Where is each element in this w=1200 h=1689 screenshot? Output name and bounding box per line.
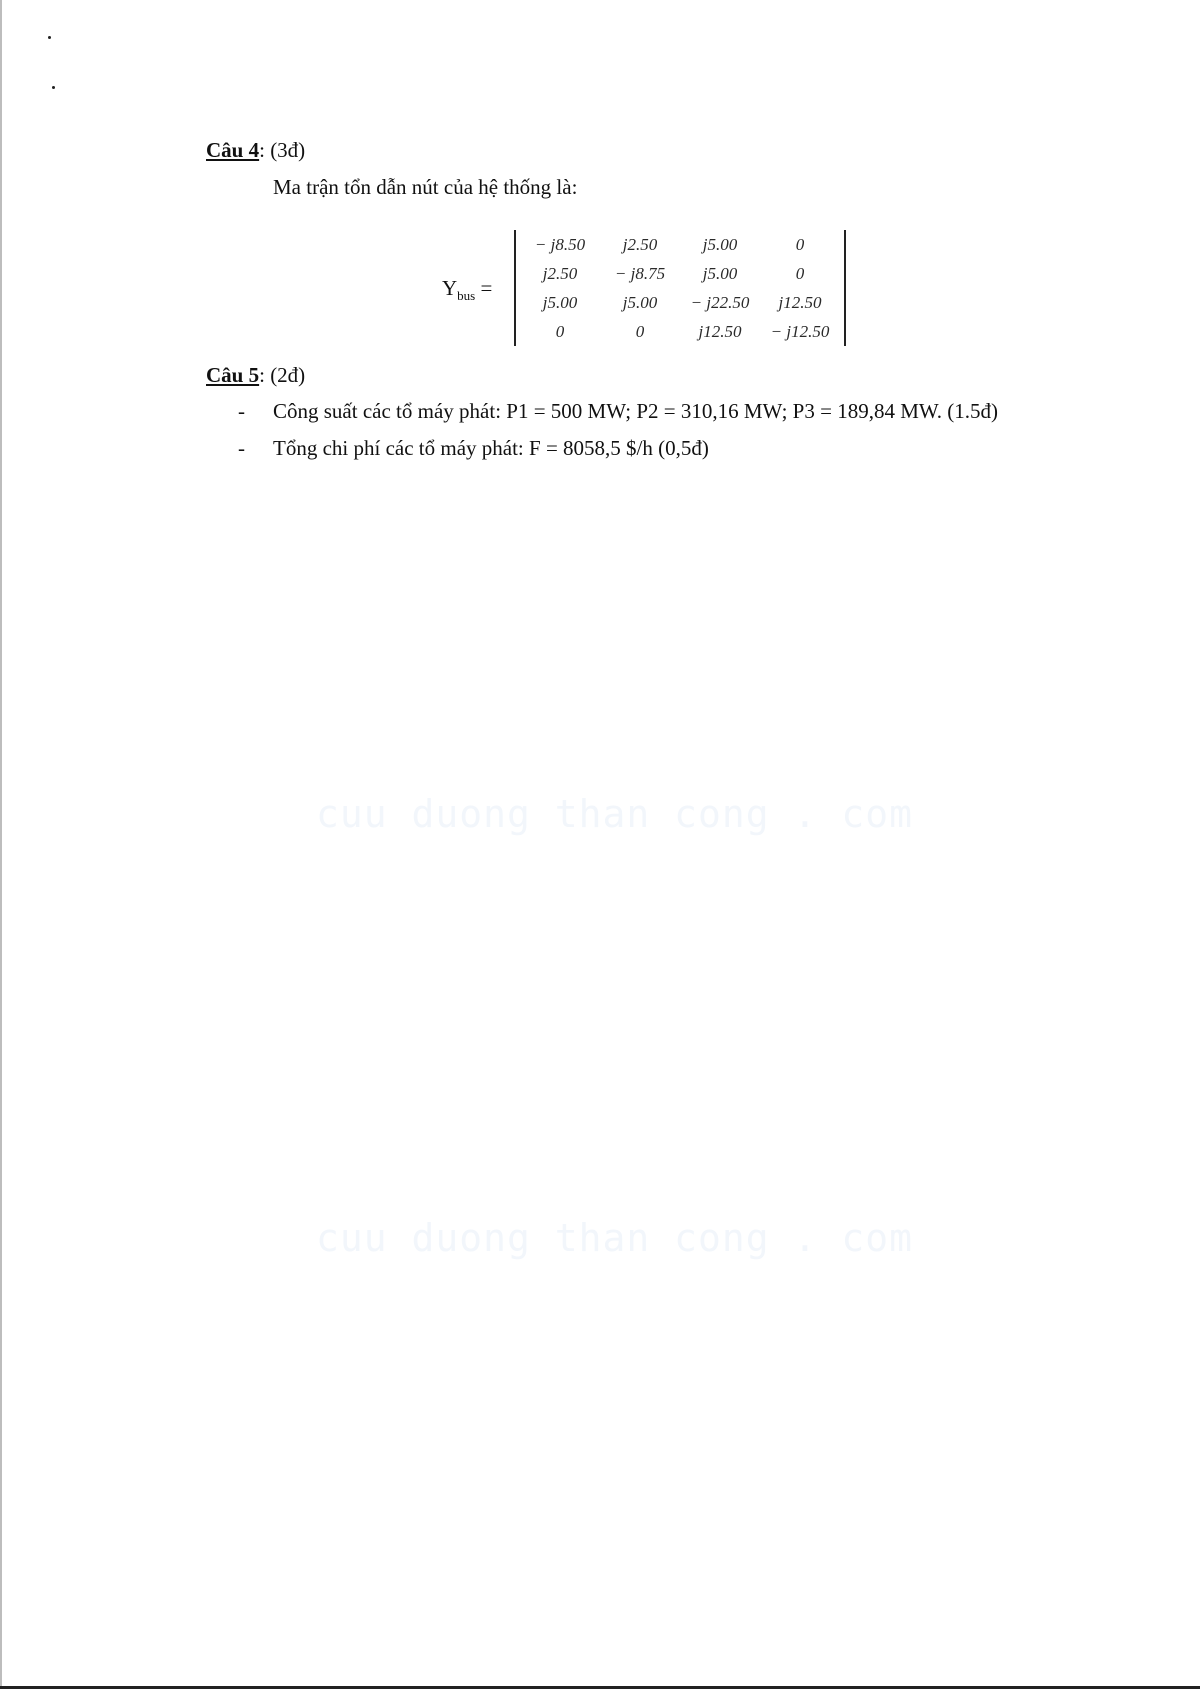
equals-sign: = [480, 276, 493, 300]
scan-speck [52, 86, 55, 89]
bullet-dash: - [238, 399, 245, 423]
bullet-dash: - [238, 436, 245, 460]
matrix-cell: j5.00 [702, 263, 738, 283]
scan-speck [48, 36, 51, 39]
matrix-cell: 0 [635, 321, 645, 341]
matrix-cell: j5.00 [542, 292, 578, 312]
matrix-cell: − j8.75 [614, 263, 666, 283]
answer-generator-power: Công suất các tổ máy phát: P1 = 500 MW; P2 = 310,16 MW; P3 = 189,84 MW. (1.5đ) [273, 399, 998, 423]
matrix-cell: j12.50 [698, 321, 742, 341]
matrix-cell: 0 [555, 321, 565, 341]
matrix-cell: j12.50 [778, 292, 822, 312]
ybus-symbol: Y [442, 276, 458, 300]
matrix-cell: − j22.50 [690, 292, 750, 312]
ybus-subscript: bus [457, 288, 476, 304]
question-5-answers [238, 398, 998, 472]
answer-total-cost: Tổng chi phí các tổ máy phát: F = 8058,5 $/h (0,5đ) [273, 436, 709, 460]
matrix-row [520, 288, 840, 317]
watermark: cuu duong than cong . com [316, 1216, 913, 1260]
matrix-row [520, 230, 840, 259]
question-5-label: Câu 5 [206, 363, 260, 387]
matrix-grid [520, 230, 840, 346]
list-item [238, 435, 998, 472]
matrix-cell: − j8.50 [534, 234, 586, 254]
question-4-heading [206, 138, 305, 163]
list-item [238, 398, 998, 435]
matrix-row [520, 317, 840, 346]
matrix-bracket-right [844, 230, 846, 346]
question-5-points: : (2đ) [259, 363, 306, 387]
matrix-cell: j2.50 [622, 234, 658, 254]
question-5-heading [206, 363, 305, 388]
matrix-bracket-left [514, 230, 516, 346]
matrix-cell: j5.00 [622, 292, 658, 312]
matrix-cell: j2.50 [542, 263, 578, 283]
question-4-intro: Ma trận tổn dẫn nút của hệ thống là: [273, 175, 578, 199]
matrix-cell: − j12.50 [770, 321, 830, 341]
scan-edge-left [0, 0, 2, 1689]
matrix-cell: 0 [795, 263, 805, 283]
matrix-cell: 0 [795, 234, 805, 254]
ybus-matrix [514, 230, 846, 346]
question-4-points: : (3đ) [259, 138, 306, 162]
ybus-label [442, 276, 492, 304]
question-4-label: Câu 4 [206, 138, 260, 162]
matrix-cell: j5.00 [702, 234, 738, 254]
watermark: cuu duong than cong . com [316, 792, 913, 836]
matrix-row [520, 259, 840, 288]
